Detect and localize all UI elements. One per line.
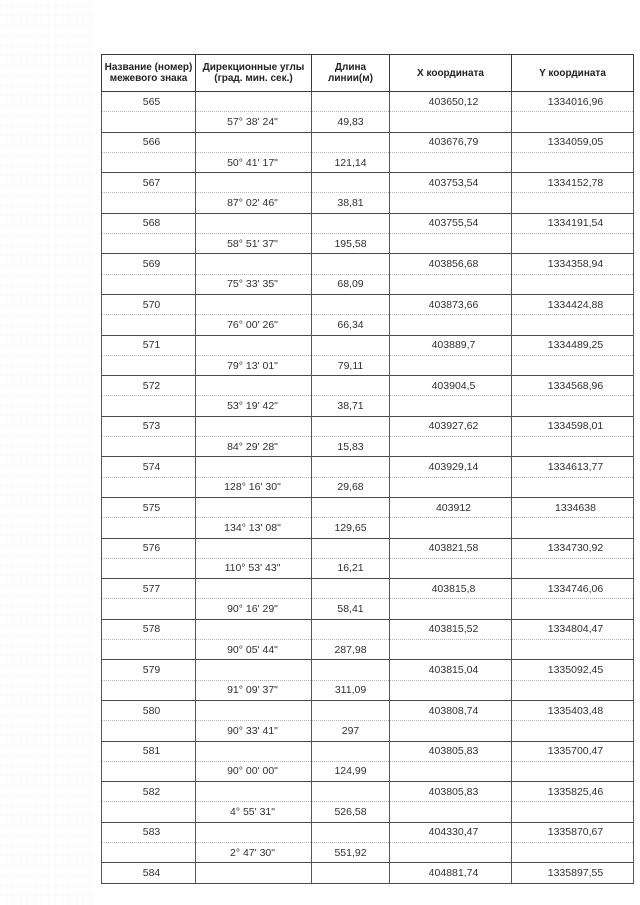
angle-cell-empty	[196, 132, 312, 152]
segment-x-cell-empty	[390, 437, 512, 457]
segment-name-cell-empty	[102, 721, 196, 741]
line-length-cell: 526,58	[312, 802, 390, 822]
y-coordinate-cell: 1335825,46	[512, 782, 634, 802]
angle-cell-empty	[196, 416, 312, 436]
segment-name-cell-empty	[102, 518, 196, 538]
x-coordinate-cell: 403927,62	[390, 416, 512, 436]
segment-name-cell-empty	[102, 152, 196, 172]
point-name-cell: 577	[102, 579, 196, 599]
header-direction-angle: Дирекционные углы (град. мин. сек.)	[196, 55, 312, 92]
line-length-cell: 58,41	[312, 599, 390, 619]
segment-y-cell-empty	[512, 234, 634, 254]
segment-x-cell-empty	[390, 640, 512, 660]
length-cell-empty	[312, 92, 390, 112]
segment-y-cell-empty	[512, 437, 634, 457]
table-header-row	[102, 55, 634, 92]
point-name-cell: 570	[102, 294, 196, 314]
header-y-coordinate: Y координата	[512, 55, 634, 92]
point-name-cell: 576	[102, 538, 196, 558]
boundary-point-row	[102, 132, 634, 152]
boundary-point-row	[102, 660, 634, 680]
boundary-point-row	[102, 741, 634, 761]
table-body	[102, 92, 634, 884]
length-cell-empty	[312, 660, 390, 680]
x-coordinate-cell: 403815,8	[390, 579, 512, 599]
direction-angle-cell: 4° 55' 31"	[196, 802, 312, 822]
length-cell-empty	[312, 538, 390, 558]
line-length-cell: 551,92	[312, 842, 390, 862]
segment-name-cell-empty	[102, 802, 196, 822]
x-coordinate-cell: 403805,83	[390, 741, 512, 761]
segment-y-cell-empty	[512, 599, 634, 619]
segment-y-cell-empty	[512, 518, 634, 538]
length-cell-empty	[312, 376, 390, 396]
x-coordinate-cell: 403904,5	[390, 376, 512, 396]
x-coordinate-cell: 403815,52	[390, 619, 512, 639]
angle-cell-empty	[196, 700, 312, 720]
boundary-segment-row	[102, 721, 634, 741]
length-cell-empty	[312, 700, 390, 720]
boundary-segment-row	[102, 355, 634, 375]
boundary-segment-row	[102, 274, 634, 294]
segment-x-cell-empty	[390, 477, 512, 497]
y-coordinate-cell: 1334358,94	[512, 254, 634, 274]
x-coordinate-cell: 403755,54	[390, 213, 512, 233]
scan-noise-left-margin	[0, 0, 95, 905]
angle-cell-empty	[196, 213, 312, 233]
segment-y-cell-empty	[512, 802, 634, 822]
x-coordinate-cell: 403805,83	[390, 782, 512, 802]
angle-cell-empty	[196, 741, 312, 761]
boundary-segment-row	[102, 761, 634, 781]
segment-x-cell-empty	[390, 842, 512, 862]
boundary-segment-row	[102, 234, 634, 254]
length-cell-empty	[312, 619, 390, 639]
length-cell-empty	[312, 132, 390, 152]
length-cell-empty	[312, 741, 390, 761]
x-coordinate-cell: 403808,74	[390, 700, 512, 720]
segment-name-cell-empty	[102, 599, 196, 619]
boundary-segment-row	[102, 437, 634, 457]
segment-y-cell-empty	[512, 640, 634, 660]
segment-y-cell-empty	[512, 477, 634, 497]
segment-name-cell-empty	[102, 355, 196, 375]
segment-x-cell-empty	[390, 152, 512, 172]
y-coordinate-cell: 1334613,77	[512, 457, 634, 477]
header-point-name: Название (номер) межевого знака	[102, 55, 196, 92]
boundary-point-row	[102, 700, 634, 720]
line-length-cell: 287,98	[312, 640, 390, 660]
direction-angle-cell: 84° 29' 28"	[196, 437, 312, 457]
x-coordinate-cell: 403889,7	[390, 335, 512, 355]
x-coordinate-cell: 403753,54	[390, 173, 512, 193]
segment-y-cell-empty	[512, 721, 634, 741]
direction-angle-cell: 90° 05' 44"	[196, 640, 312, 660]
angle-cell-empty	[196, 822, 312, 842]
boundary-segment-row	[102, 640, 634, 660]
angle-cell-empty	[196, 579, 312, 599]
segment-name-cell-empty	[102, 396, 196, 416]
boundary-point-row	[102, 782, 634, 802]
angle-cell-empty	[196, 254, 312, 274]
segment-y-cell-empty	[512, 193, 634, 213]
point-name-cell: 574	[102, 457, 196, 477]
boundary-point-row	[102, 619, 634, 639]
angle-cell-empty	[196, 497, 312, 517]
boundary-segment-row	[102, 152, 634, 172]
segment-x-cell-empty	[390, 112, 512, 132]
length-cell-empty	[312, 416, 390, 436]
segment-name-cell-empty	[102, 680, 196, 700]
direction-angle-cell: 50° 41' 17"	[196, 152, 312, 172]
y-coordinate-cell: 1334191,54	[512, 213, 634, 233]
line-length-cell: 16,21	[312, 558, 390, 578]
line-length-cell: 195,58	[312, 234, 390, 254]
segment-y-cell-empty	[512, 842, 634, 862]
x-coordinate-cell: 403912	[390, 497, 512, 517]
segment-name-cell-empty	[102, 193, 196, 213]
faded-footer-scan-marks	[101, 862, 633, 902]
segment-x-cell-empty	[390, 599, 512, 619]
angle-cell-empty	[196, 538, 312, 558]
direction-angle-cell: 91° 09' 37"	[196, 680, 312, 700]
header-line-length: Длина линии(м)	[312, 55, 390, 92]
point-name-cell: 578	[102, 619, 196, 639]
direction-angle-cell: 79° 13' 01"	[196, 355, 312, 375]
line-length-cell: 124,99	[312, 761, 390, 781]
boundary-segment-row	[102, 802, 634, 822]
y-coordinate-cell: 1335870,67	[512, 822, 634, 842]
line-length-cell: 15,83	[312, 437, 390, 457]
segment-x-cell-empty	[390, 234, 512, 254]
x-coordinate-cell: 403815,04	[390, 660, 512, 680]
segment-name-cell-empty	[102, 640, 196, 660]
segment-x-cell-empty	[390, 761, 512, 781]
y-coordinate-cell: 1334804,47	[512, 619, 634, 639]
line-length-cell: 29,68	[312, 477, 390, 497]
boundary-point-row	[102, 416, 634, 436]
length-cell-empty	[312, 822, 390, 842]
point-name-cell: 569	[102, 254, 196, 274]
y-coordinate-cell: 1334568,96	[512, 376, 634, 396]
y-coordinate-cell: 1334638	[512, 497, 634, 517]
line-length-cell: 311,09	[312, 680, 390, 700]
line-length-cell: 38,81	[312, 193, 390, 213]
segment-name-cell-empty	[102, 234, 196, 254]
length-cell-empty	[312, 335, 390, 355]
segment-name-cell-empty	[102, 558, 196, 578]
y-coordinate-cell: 1335403,48	[512, 700, 634, 720]
segment-name-cell-empty	[102, 477, 196, 497]
y-coordinate-cell: 1334016,96	[512, 92, 634, 112]
line-length-cell: 297	[312, 721, 390, 741]
x-coordinate-cell: 403929,14	[390, 457, 512, 477]
boundary-point-row	[102, 294, 634, 314]
point-name-cell: 575	[102, 497, 196, 517]
length-cell-empty	[312, 213, 390, 233]
segment-name-cell-empty	[102, 112, 196, 132]
line-length-cell: 121,14	[312, 152, 390, 172]
angle-cell-empty	[196, 294, 312, 314]
line-length-cell: 38,71	[312, 396, 390, 416]
angle-cell-empty	[196, 376, 312, 396]
point-name-cell: 583	[102, 822, 196, 842]
boundary-point-row	[102, 538, 634, 558]
length-cell-empty	[312, 254, 390, 274]
y-coordinate-cell: 1334152,78	[512, 173, 634, 193]
boundary-segment-row	[102, 558, 634, 578]
length-cell-empty	[312, 579, 390, 599]
x-coordinate-cell: 403856,68	[390, 254, 512, 274]
segment-x-cell-empty	[390, 193, 512, 213]
boundary-coordinates-table	[101, 54, 634, 884]
segment-x-cell-empty	[390, 355, 512, 375]
direction-angle-cell: 90° 16' 29"	[196, 599, 312, 619]
angle-cell-empty	[196, 457, 312, 477]
segment-y-cell-empty	[512, 112, 634, 132]
boundary-point-row	[102, 254, 634, 274]
y-coordinate-cell: 1335700,47	[512, 741, 634, 761]
y-coordinate-cell: 1334059,05	[512, 132, 634, 152]
angle-cell-empty	[196, 782, 312, 802]
segment-x-cell-empty	[390, 558, 512, 578]
point-name-cell: 580	[102, 700, 196, 720]
boundary-segment-row	[102, 842, 634, 862]
x-coordinate-cell: 404881,74	[390, 863, 512, 883]
y-coordinate-cell: 1334730,92	[512, 538, 634, 558]
boundary-point-row	[102, 173, 634, 193]
segment-y-cell-empty	[512, 355, 634, 375]
direction-angle-cell: 75° 33' 35"	[196, 274, 312, 294]
line-length-cell: 66,34	[312, 315, 390, 335]
direction-angle-cell: 87° 02' 46"	[196, 193, 312, 213]
angle-cell-empty	[196, 173, 312, 193]
segment-name-cell-empty	[102, 437, 196, 457]
direction-angle-cell: 110° 53' 43"	[196, 558, 312, 578]
segment-x-cell-empty	[390, 274, 512, 294]
point-name-cell: 567	[102, 173, 196, 193]
length-cell-empty	[312, 294, 390, 314]
segment-x-cell-empty	[390, 315, 512, 335]
boundary-segment-row	[102, 396, 634, 416]
segment-x-cell-empty	[390, 721, 512, 741]
boundary-segment-row	[102, 477, 634, 497]
boundary-point-row	[102, 497, 634, 517]
line-length-cell: 129,65	[312, 518, 390, 538]
boundary-segment-row	[102, 518, 634, 538]
segment-y-cell-empty	[512, 680, 634, 700]
segment-name-cell-empty	[102, 274, 196, 294]
segment-y-cell-empty	[512, 761, 634, 781]
direction-angle-cell: 53° 19' 42"	[196, 396, 312, 416]
line-length-cell: 79,11	[312, 355, 390, 375]
point-name-cell: 571	[102, 335, 196, 355]
segment-name-cell-empty	[102, 842, 196, 862]
y-coordinate-cell: 1334424,88	[512, 294, 634, 314]
segment-y-cell-empty	[512, 152, 634, 172]
segment-x-cell-empty	[390, 802, 512, 822]
segment-y-cell-empty	[512, 558, 634, 578]
boundary-point-row	[102, 579, 634, 599]
x-coordinate-cell: 403821,58	[390, 538, 512, 558]
segment-name-cell-empty	[102, 761, 196, 781]
point-name-cell: 582	[102, 782, 196, 802]
boundary-segment-row	[102, 315, 634, 335]
angle-cell-empty	[196, 619, 312, 639]
direction-angle-cell: 134° 13' 08"	[196, 518, 312, 538]
point-name-cell: 568	[102, 213, 196, 233]
length-cell-empty	[312, 782, 390, 802]
direction-angle-cell: 90° 00' 00"	[196, 761, 312, 781]
segment-y-cell-empty	[512, 274, 634, 294]
point-name-cell: 566	[102, 132, 196, 152]
segment-x-cell-empty	[390, 680, 512, 700]
segment-name-cell-empty	[102, 315, 196, 335]
segment-x-cell-empty	[390, 518, 512, 538]
length-cell-empty	[312, 497, 390, 517]
direction-angle-cell: 90° 33' 41"	[196, 721, 312, 741]
x-coordinate-cell: 403676,79	[390, 132, 512, 152]
segment-y-cell-empty	[512, 396, 634, 416]
point-name-cell: 579	[102, 660, 196, 680]
point-name-cell: 573	[102, 416, 196, 436]
x-coordinate-cell: 403650,12	[390, 92, 512, 112]
line-length-cell: 49,83	[312, 112, 390, 132]
x-coordinate-cell: 403873,66	[390, 294, 512, 314]
point-name-cell: 581	[102, 741, 196, 761]
point-name-cell: 584	[102, 863, 196, 883]
line-length-cell: 68,09	[312, 274, 390, 294]
boundary-segment-row	[102, 193, 634, 213]
y-coordinate-cell: 1334489,25	[512, 335, 634, 355]
direction-angle-cell: 2° 47' 30"	[196, 842, 312, 862]
boundary-segment-row	[102, 599, 634, 619]
angle-cell-empty	[196, 660, 312, 680]
y-coordinate-cell: 1334598,01	[512, 416, 634, 436]
boundary-segment-row	[102, 112, 634, 132]
y-coordinate-cell: 1334746,06	[512, 579, 634, 599]
length-cell-empty	[312, 173, 390, 193]
segment-y-cell-empty	[512, 315, 634, 335]
boundary-point-row	[102, 335, 634, 355]
x-coordinate-cell: 404330,47	[390, 822, 512, 842]
direction-angle-cell: 128° 16' 30"	[196, 477, 312, 497]
boundary-point-row	[102, 92, 634, 112]
boundary-coordinates-table-container	[101, 54, 633, 884]
angle-cell-empty	[196, 335, 312, 355]
point-name-cell: 572	[102, 376, 196, 396]
boundary-point-row	[102, 376, 634, 396]
boundary-point-row	[102, 822, 634, 842]
segment-x-cell-empty	[390, 396, 512, 416]
direction-angle-cell: 58° 51' 37"	[196, 234, 312, 254]
y-coordinate-cell: 1335897,55	[512, 863, 634, 883]
boundary-point-row	[102, 213, 634, 233]
boundary-segment-row	[102, 680, 634, 700]
direction-angle-cell: 76° 00' 26"	[196, 315, 312, 335]
header-x-coordinate: X координата	[390, 55, 512, 92]
y-coordinate-cell: 1335092,45	[512, 660, 634, 680]
length-cell-empty	[312, 457, 390, 477]
boundary-point-row	[102, 457, 634, 477]
angle-cell-empty	[196, 92, 312, 112]
point-name-cell: 565	[102, 92, 196, 112]
direction-angle-cell: 57° 38' 24"	[196, 112, 312, 132]
